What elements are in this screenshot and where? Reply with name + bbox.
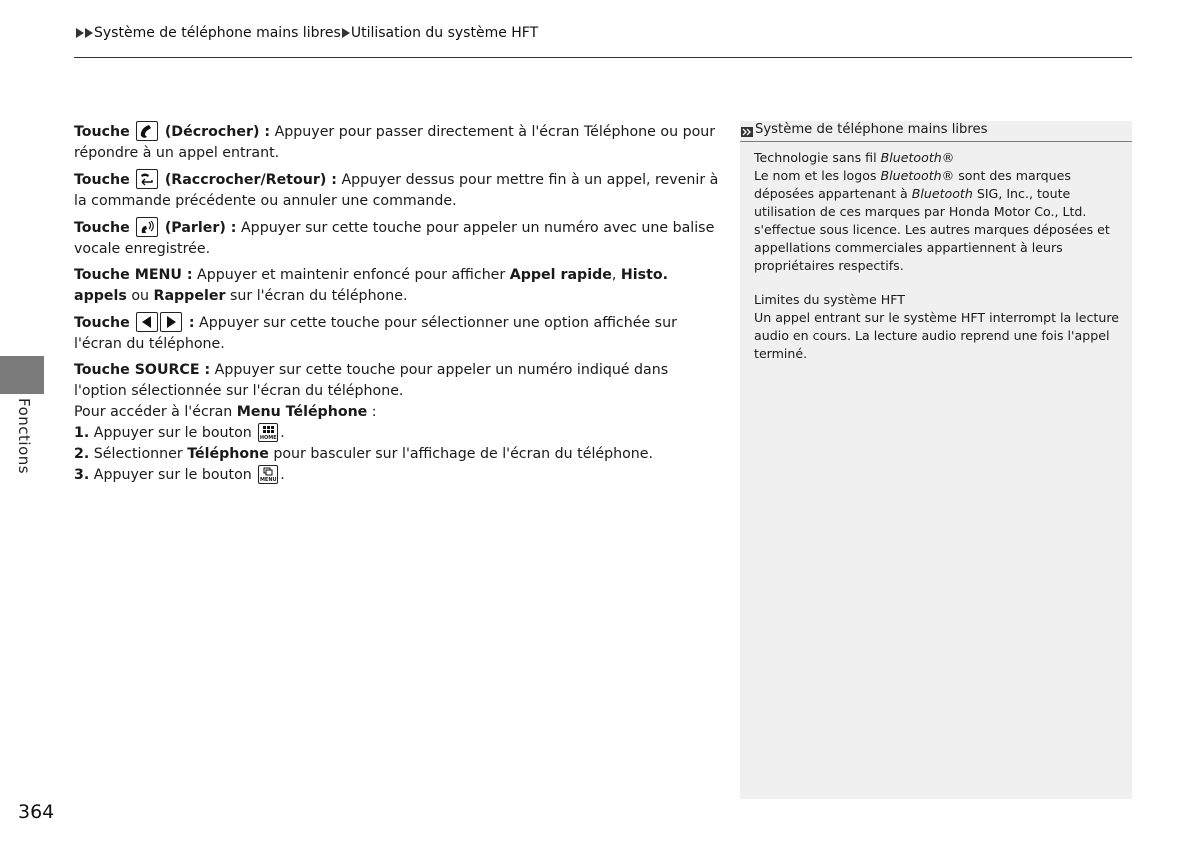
registered-mark: ® [941,150,955,165]
note-line-technology [754,149,1120,167]
step-number: 2. [74,446,90,462]
appel-rapide-label: Appel rapide [509,267,612,283]
note-spacer [754,275,1120,291]
step-number: 3. [74,467,90,483]
note-text: Technologie sans fil [754,150,881,165]
step-text: Appuyer sur le bouton [89,467,257,483]
decrocher-text: Appuyer pour passer directement à l'écran Téléphone ou pour répondre à un appel entrant. [74,124,716,161]
side-note-body [740,142,1132,363]
paragraph-decrocher [74,121,724,164]
decrocher-label: (Décrocher) : [164,124,271,140]
paragraph-parler [74,217,724,260]
arrow-right-icon [160,312,182,332]
touche-label: Touche [74,315,130,331]
step-end: . [280,425,285,441]
reference-arrow-icon [741,125,753,135]
bluetooth-term: Bluetooth [911,186,973,201]
breadcrumb-part2: Utilisation du système HFT [350,25,539,41]
paragraph-source [74,360,724,402]
section-tab-marker [0,356,44,394]
paragraph-menu [74,265,724,307]
touche-label: Touche [74,220,130,236]
phone-pickup-icon [136,121,158,141]
breadcrumb-arrow-icon [85,28,93,38]
paragraph-arrows [74,312,724,355]
side-note-title: Système de téléphone mains libres [755,122,988,137]
side-note-header [740,121,1132,142]
note-text: Le nom et les logos [754,168,881,183]
breadcrumb-arrow-icon [342,28,350,38]
breadcrumb [76,25,538,41]
step-end: . [280,467,285,483]
menu-text-end: sur l'écran du téléphone. [225,288,408,304]
home-button-icon [258,423,278,442]
bluetooth-term: Bluetooth [880,150,942,165]
step-1 [74,423,724,444]
paragraph-raccrocher [74,169,724,212]
histo-appels-label: Histo. appels [74,267,668,304]
telephone-label: Téléphone [187,446,269,462]
parler-text: Appuyer sur cette touche pour appeler un numéro avec une balise vocale enregistrée. [74,220,715,257]
arrows-label: : [188,315,195,331]
note-trademark-paragraph [754,167,1120,275]
touche-label: Touche [74,124,130,140]
menu-telephone-label: Menu Téléphone [236,404,368,420]
talk-icon [136,217,158,237]
menu-label: Touche MENU : [74,267,193,283]
step-number: 1. [74,425,90,441]
main-content [74,121,724,486]
side-note-panel [740,121,1132,799]
note-text: ® sont des marques déposées appartenant à [754,168,1071,201]
home-icon-caption: HOME [259,435,277,441]
note-hft-heading: Limites du système HFT [754,292,905,307]
note-hft-text: Un appel entrant sur le système HFT interrompt la lecture audio en cours. La lecture audio reprend une fois l'appel terminé. [754,310,1119,361]
bluetooth-term: Bluetooth [880,168,942,183]
step-text: Appuyer sur le bouton [89,425,257,441]
phone-hangup-back-icon [136,169,158,189]
raccrocher-label: (Raccrocher/Retour) : [164,172,337,188]
source-label: Touche SOURCE : [74,362,211,378]
arrow-left-icon [136,312,158,332]
arrows-text: Appuyer sur cette touche pour sélectionner une option affichée sur l'écran du téléphone. [74,315,677,352]
header-divider [74,57,1132,58]
raccrocher-text: Appuyer dessus pour mettre fin à un appel, revenir à la commande précédente ou annuler une commande. [74,172,719,209]
parler-label: (Parler) : [164,220,237,236]
breadcrumb-part1: Système de téléphone mains libres [94,25,341,41]
menu-button-icon [258,465,278,484]
access-text: Pour accéder à l'écran [74,404,237,420]
source-text: Appuyer sur cette touche pour appeler un numéro indiqué dans l'option sélectionnée sur l'écran du téléphone. [74,362,669,399]
menu-icon-caption: MENU [259,477,277,483]
step-2 [74,444,724,465]
step-3 [74,465,724,486]
access-end: : [367,404,377,420]
page-number: 364 [18,801,55,823]
access-instruction [74,402,724,423]
menu-separator: , [611,267,621,283]
breadcrumb-arrow-icon [76,28,84,38]
menu-text: Appuyer et maintenir enfoncé pour afficher [192,267,510,283]
touche-label: Touche [74,172,130,188]
note-text: SIG, Inc., toute utilisation de ces marques par Honda Motor Co., Ltd. s'effectue sous licence. Les autres marques déposées et appellations commerciales appartiennent à leurs propriétaires respectifs. [754,186,1110,273]
step-text-end: pour basculer sur l'affichage de l'écran du téléphone. [268,446,654,462]
menu-separator: ou [126,288,154,304]
section-tab-label: Fonctions [15,398,33,475]
step-text: Sélectionner [89,446,188,462]
rappeler-label: Rappeler [153,288,226,304]
